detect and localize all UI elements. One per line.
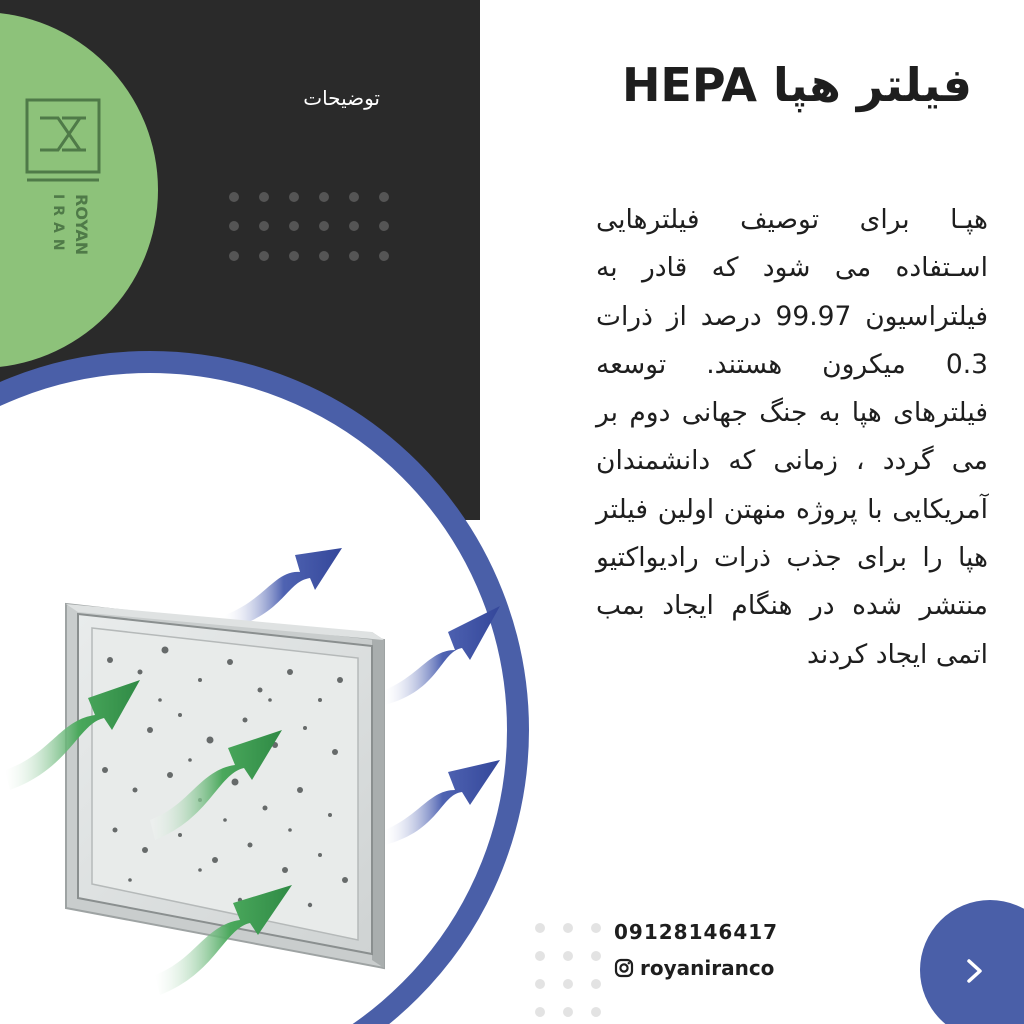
logo-line-1: ROYAN (72, 194, 91, 256)
instagram-icon (614, 958, 634, 978)
chevron-right-icon (964, 958, 986, 984)
hepa-filter-illustration (66, 604, 384, 968)
contact-info (614, 920, 814, 980)
section-label: توضیحات (303, 86, 380, 110)
light-dot-grid (535, 923, 601, 1017)
logo-line-2: IRAN (50, 194, 66, 257)
brand-logo-text (32, 190, 92, 304)
description-text: هپـا برای توصیف فیلترهایی اسـتفاده می شود که قادر به فیلتراسیون 99.97 درصد از ذرات 0.3 میکرون هستند. توسعه فیلترهای هپا به جنگ جهانی دوم بر می گردد ، زمانی که دانشمندان آمریکایی با پروژه منهتن اولین فیلتر هپا را برای جذب ذرات رادیواکتیو منتشر شده در هنگام ایجاد بمب اتمی ایجاد کردند (596, 204, 988, 670)
page-title: فیلتر هپا HEPA (621, 58, 972, 112)
phone-number[interactable]: 09128146417 (614, 920, 779, 944)
brand-logo-wordmark (32, 190, 92, 300)
instagram-handle: royaniranco (640, 956, 775, 980)
instagram-handle-row[interactable] (614, 956, 814, 980)
